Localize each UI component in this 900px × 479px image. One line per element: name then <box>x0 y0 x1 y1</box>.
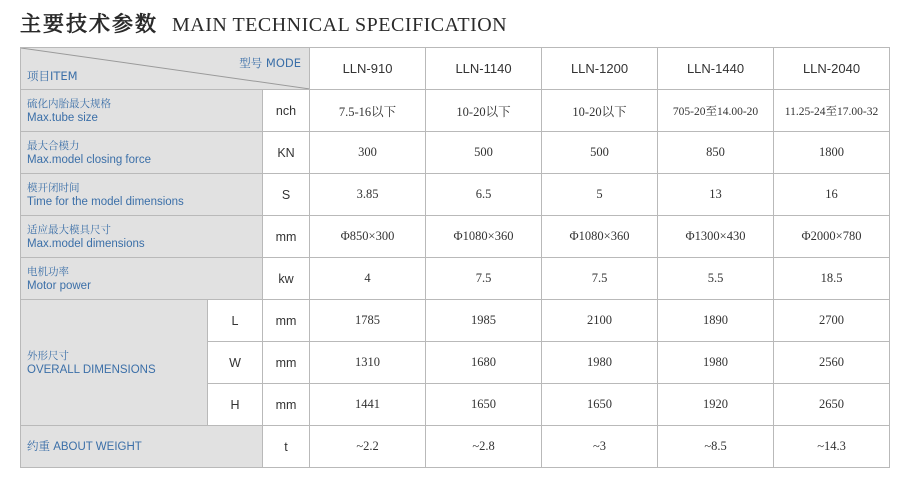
unit-cell: mm <box>263 300 310 342</box>
value-cell: 16 <box>774 174 890 216</box>
weight-label <box>21 426 263 468</box>
dimension-sub-label: H <box>208 384 263 426</box>
row-label-cn: 模开闭时间 <box>27 181 80 194</box>
table-row <box>21 300 890 342</box>
table-row <box>21 258 890 300</box>
corner-item-label: 项目ITEM <box>27 69 78 83</box>
row-label <box>21 174 263 216</box>
unit-cell: mm <box>263 216 310 258</box>
value-cell: 300 <box>310 132 426 174</box>
overall-dimensions-label <box>21 300 208 426</box>
row-label-cn: 适应最大模具尺寸 <box>27 223 111 236</box>
value-cell: ~2.2 <box>310 426 426 468</box>
value-cell: 1310 <box>310 342 426 384</box>
row-label-en: Max.tube size <box>27 111 98 124</box>
value-cell: 1785 <box>310 300 426 342</box>
value-cell: ~8.5 <box>658 426 774 468</box>
row-label: 约重 ABOUT WEIGHT <box>27 440 142 453</box>
row-label-en: Max.model dimensions <box>27 237 145 250</box>
row-label <box>21 258 263 300</box>
value-cell: 1980 <box>542 342 658 384</box>
page-heading <box>20 8 507 38</box>
value-cell: 705-20至14.00-20 <box>658 90 774 132</box>
value-cell: 1980 <box>658 342 774 384</box>
row-label-cn: 硫化内胎最大规格 <box>27 97 111 110</box>
value-cell: 3.85 <box>310 174 426 216</box>
value-cell: 500 <box>542 132 658 174</box>
value-cell: 1441 <box>310 384 426 426</box>
row-label-en: Max.model closing force <box>27 153 151 166</box>
value-cell: 1920 <box>658 384 774 426</box>
unit-cell: mm <box>263 384 310 426</box>
table-row <box>21 426 890 468</box>
heading-english: MAIN TECHNICAL SPECIFICATION <box>172 14 508 36</box>
unit-cell: S <box>263 174 310 216</box>
model-header: LLN-910 <box>310 48 426 90</box>
value-cell: ~2.8 <box>426 426 542 468</box>
model-header: LLN-1140 <box>426 48 542 90</box>
value-cell: 1890 <box>658 300 774 342</box>
table-header-row <box>21 48 890 90</box>
row-label-en: Motor power <box>27 279 91 292</box>
model-header: LLN-1440 <box>658 48 774 90</box>
value-cell: 850 <box>658 132 774 174</box>
value-cell: 1800 <box>774 132 890 174</box>
value-cell: 1985 <box>426 300 542 342</box>
value-cell: 18.5 <box>774 258 890 300</box>
table-row <box>21 174 890 216</box>
value-cell: 2650 <box>774 384 890 426</box>
value-cell: 13 <box>658 174 774 216</box>
row-label-cn: 电机功率 <box>27 265 69 278</box>
value-cell: 2100 <box>542 300 658 342</box>
model-header: LLN-1200 <box>542 48 658 90</box>
model-header: LLN-2040 <box>774 48 890 90</box>
value-cell: 2700 <box>774 300 890 342</box>
spec-table <box>20 47 890 468</box>
table-row <box>21 216 890 258</box>
value-cell: 7.5 <box>542 258 658 300</box>
value-cell: 500 <box>426 132 542 174</box>
row-label <box>21 216 263 258</box>
value-cell: ~14.3 <box>774 426 890 468</box>
value-cell: 11.25-24至17.00-32 <box>774 90 890 132</box>
unit-cell: kw <box>263 258 310 300</box>
row-label <box>21 132 263 174</box>
corner-cell <box>21 48 310 90</box>
row-label-cn: 最大合模力 <box>27 139 80 152</box>
value-cell: 6.5 <box>426 174 542 216</box>
unit-cell: nch <box>263 90 310 132</box>
value-cell: Φ1080×360 <box>542 216 658 258</box>
value-cell: 7.5-16以下 <box>310 90 426 132</box>
value-cell: 7.5 <box>426 258 542 300</box>
value-cell: 10-20以下 <box>542 90 658 132</box>
table-row <box>21 90 890 132</box>
dimension-sub-label: W <box>208 342 263 384</box>
row-label-en: OVERALL DIMENSIONS <box>27 363 156 376</box>
value-cell: ~3 <box>542 426 658 468</box>
unit-cell: t <box>263 426 310 468</box>
row-label <box>21 90 263 132</box>
row-label-cn: 外形尺寸 <box>27 349 69 362</box>
heading-chinese: 主要技术参数 <box>20 12 158 36</box>
value-cell: 5 <box>542 174 658 216</box>
value-cell: 1680 <box>426 342 542 384</box>
value-cell: 1650 <box>426 384 542 426</box>
value-cell: 10-20以下 <box>426 90 542 132</box>
dimension-sub-label: L <box>208 300 263 342</box>
value-cell: Φ2000×780 <box>774 216 890 258</box>
value-cell: 2560 <box>774 342 890 384</box>
value-cell: Φ1300×430 <box>658 216 774 258</box>
unit-cell: mm <box>263 342 310 384</box>
value-cell: 5.5 <box>658 258 774 300</box>
value-cell: Φ850×300 <box>310 216 426 258</box>
value-cell: Φ1080×360 <box>426 216 542 258</box>
value-cell: 4 <box>310 258 426 300</box>
unit-cell: KN <box>263 132 310 174</box>
row-label-en: Time for the model dimensions <box>27 195 184 208</box>
corner-model-label: 型号 MODE <box>239 56 302 70</box>
value-cell: 1650 <box>542 384 658 426</box>
table-row <box>21 132 890 174</box>
